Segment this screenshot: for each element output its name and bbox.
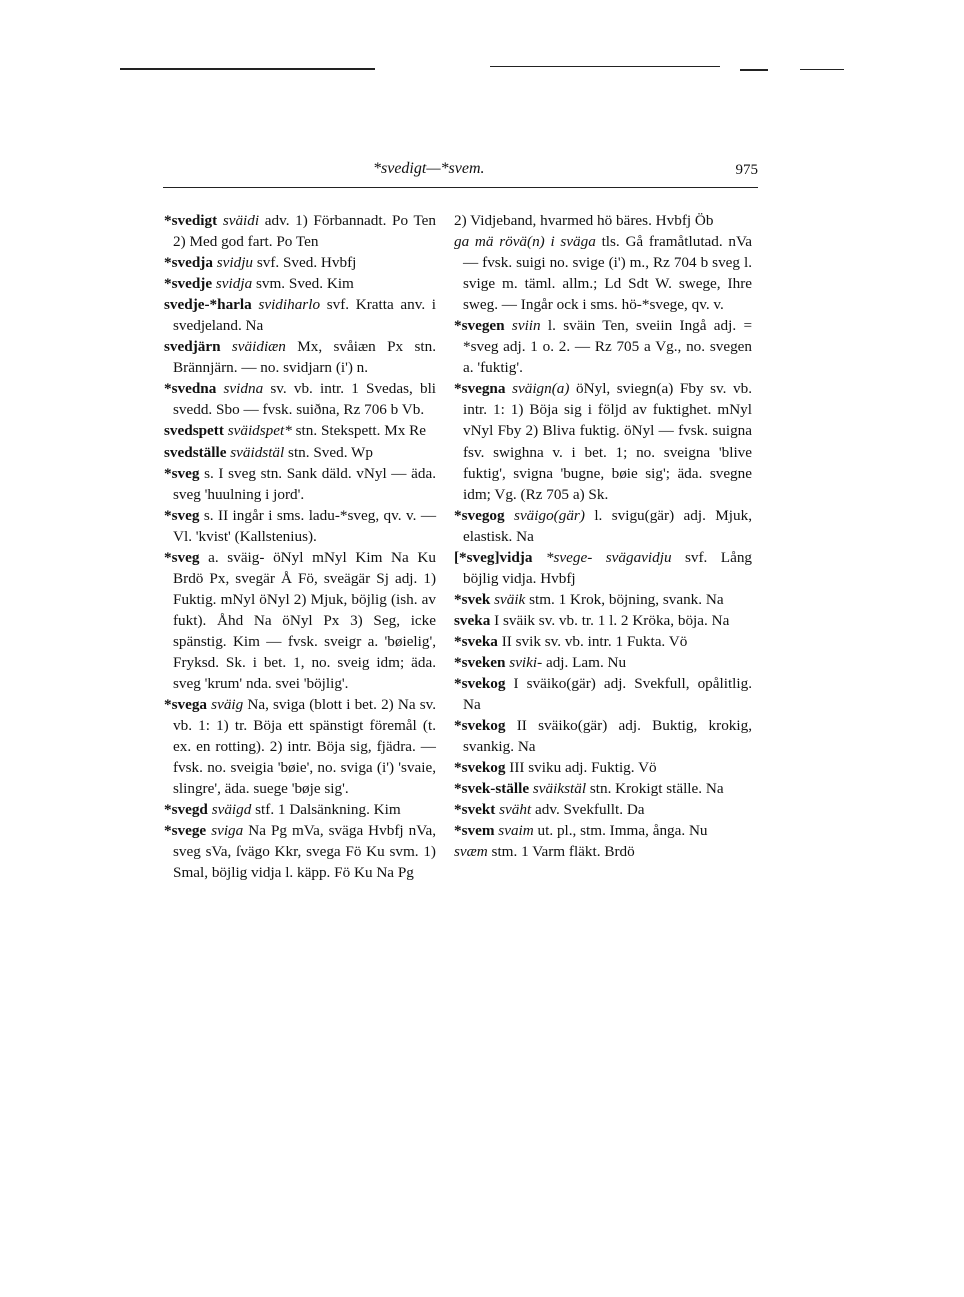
dictionary-entry <box>164 442 436 463</box>
entry-headword: *svekog <box>454 717 506 735</box>
entry-dialect-form: sväidiæn <box>231 338 286 356</box>
entry-headword: *sveka <box>454 632 498 650</box>
entry-text: svm. Sved. Kim <box>255 275 354 293</box>
entry-dialect-form: sväidstäl <box>230 443 285 461</box>
entry-headword: *svekog <box>454 759 506 777</box>
entry-text: tls. Gå framåtlutad. nVa — fvsk. suigi no. svige (i') m., Rz 704 b sveg l. svige m. täml. allm.; Ld Sdt W. swege, Ihre sweg. — Ingår ock i sms. hö-*svege, qv. v. <box>463 233 753 314</box>
dictionary-entry <box>164 273 436 294</box>
entry-dialect-form: sväigo(gär) <box>514 506 585 524</box>
entry-headword: *svedna <box>164 380 217 398</box>
entry-headword: *svedja <box>164 254 213 272</box>
dictionary-entry <box>454 610 752 631</box>
dictionary-entry <box>454 505 752 547</box>
scan-mark-line <box>800 69 844 70</box>
entry-headword: svedjärn <box>164 338 221 356</box>
dictionary-entry <box>164 463 436 505</box>
entry-headword: *sveg <box>164 548 200 566</box>
dictionary-entry <box>164 820 436 883</box>
entry-dialect-form: sväidspet* <box>227 422 292 440</box>
dictionary-entry <box>454 589 752 610</box>
entry-dialect-form: svidju <box>216 254 254 272</box>
entry-headword: *svegna <box>454 380 506 398</box>
entry-headword: svedspett <box>164 422 224 440</box>
entry-text: adj. Lam. Nu <box>545 653 627 671</box>
entry-text: stn. Sved. Wp <box>288 443 373 461</box>
entry-headword: *svek-ställe <box>454 780 530 798</box>
entry-text: Na, sviga (blott i bet. 2) Na sv. vb. 1: 1) tr. Böja ett spänstigt föremål (t. ex. en rotting). 2) intr. Böja sig, fjädra. — fvsk. no. sveigia 'bøie', no. sviga (i') 'svaie, slingre', äda. suege 'bøje sig'. <box>173 696 437 798</box>
right-column <box>454 210 752 862</box>
entry-text: adv. 1) Förbannadt. Po Ten 2) Med god fart. Po Ten <box>173 212 437 251</box>
dictionary-entry <box>454 652 752 673</box>
dictionary-entry <box>454 231 752 315</box>
entry-text: svf. Sved. Hvbfj <box>256 254 357 272</box>
dictionary-entry <box>164 694 436 799</box>
entry-text: s. II ingår i sms. ladu-*sveg, qv. v. — Vl. 'kvist' (Kallstenius). <box>173 506 437 545</box>
dictionary-entry <box>454 820 752 841</box>
entry-text: adv. Svekfullt. Da <box>535 801 645 819</box>
dictionary-entry <box>164 420 436 441</box>
entry-dialect-form: sväidi <box>222 212 260 229</box>
entry-headword: *sveg <box>164 506 200 524</box>
page-number: 975 <box>735 162 758 178</box>
entry-text: a. sväig- öNyl mNyl Kim Na Ku Brdö Px, svegär Å Fö, sveägär Sj adj. 1) Fuktig. mNyl öNyl 2) Mjuk, böjlig (ish. av fukt). Åhd Na öNyl Px 3) Seg, icke spänstig. Kim — fvsk. sveigr a. 'bøielig', Fryksd. Sk. i bet. 1, no. sveig idm; äda. sveg 'krum' nda. svei 'böjlig'. <box>173 548 436 693</box>
dictionary-entry <box>454 841 752 862</box>
dictionary-entry <box>454 547 752 589</box>
dictionary-entry <box>164 336 436 378</box>
entry-headword: *svegen <box>454 317 505 335</box>
entry-headword: *svekog <box>454 675 506 693</box>
entry-text: s. I sveg stn. Sank däld. vNyl — äda. sveg 'huulning i jord'. <box>173 464 436 503</box>
entry-text: III sviku adj. Fuktig. Vö <box>509 759 657 777</box>
entry-dialect-form: sviga <box>211 822 244 840</box>
dictionary-entry <box>164 252 436 273</box>
entry-headword: *svega <box>164 696 208 714</box>
entry-headword: *svegog <box>454 506 505 524</box>
dictionary-entry <box>164 294 436 336</box>
entry-headword: *sveg <box>164 464 200 482</box>
entry-dialect-form: *svege- svägavidju <box>545 548 672 566</box>
entry-dialect-form: svidna <box>223 380 264 398</box>
entry-text: l. sväin Ten, sveiin Ingå adj. = *sveg adj. 1 o. 2. — Rz 705 a Vg., no. svegen a. 'fuktig'. <box>463 317 753 377</box>
page-header <box>163 158 758 182</box>
dictionary-entry <box>164 547 436 694</box>
entry-text: 2) Vidjeband, hvarmed hö bäres. Hvbfj Öb <box>454 212 714 229</box>
dictionary-entry <box>454 673 752 715</box>
entry-dialect-form: svidja <box>215 275 253 293</box>
dictionary-entry <box>164 799 436 820</box>
left-column <box>164 210 436 884</box>
dictionary-entry <box>454 799 752 820</box>
entry-text: svf. Lång böjlig vidja. Hvbfj <box>463 548 753 587</box>
entry-text: Na Pg mVa, sväga Hvbfj nVa, sveg sVa, ſvägo Kkr, svega Fö Ku svm. 1) Smal, böjlig vidja l. käpp. Fö Ku Na Pg <box>173 822 437 882</box>
entry-dialect-form: sväign(a) <box>512 380 570 398</box>
entry-headword: *svedigt <box>164 212 218 229</box>
running-head: *svedigt—*svem. <box>373 160 485 177</box>
entry-headword: *svege <box>164 822 207 840</box>
entry-text: svf. Kratta anv. i svedjeland. Na <box>173 296 437 335</box>
entry-headword: svedställe <box>164 443 227 461</box>
entry-headword: *svekt <box>454 801 496 819</box>
header-rule <box>163 187 758 188</box>
entry-headword: svedje-*harla <box>164 296 252 314</box>
entry-dialect-form: sväht <box>499 801 532 819</box>
entry-text: öNyl, sviegn(a) Fby sv. vb. intr. 1: 1) Böja sig i följd av fuktighet. mNyl vNyl Fby 2) Bliva fuktig. öNyl — fvsk. suigna fsv. swighna v. i bet. 1; no. sveigna 'blive fuktig', svigna 'bugne, bøie sig'; äda. svegne idm; Vg. (Rz 705 a) Sk. <box>463 380 753 503</box>
scan-mark-line <box>120 68 375 70</box>
entry-dialect-form: sviki- <box>509 653 543 671</box>
dictionary-entry <box>164 378 436 420</box>
entry-text: stf. 1 Dalsänkning. Kim <box>255 801 401 819</box>
dictionary-entry <box>454 778 752 799</box>
dictionary-entry <box>454 715 752 757</box>
entry-dialect-form: svæm <box>454 843 488 861</box>
entry-dialect-form: sväik <box>494 590 526 608</box>
dictionary-entry <box>164 505 436 547</box>
entry-headword: *svek <box>454 590 491 608</box>
entry-headword: *svegd <box>164 801 208 819</box>
entry-text: ut. pl., stm. Imma, ånga. Nu <box>537 822 708 840</box>
entry-dialect-form: svidiharlo <box>258 296 321 314</box>
entry-text: l. svigu(gär) adj. Mjuk, elastisk. Na <box>463 506 753 545</box>
entry-headword: *svedje <box>164 275 213 293</box>
scan-mark-line <box>740 69 768 71</box>
entry-text: stn. Stekspett. Mx Re <box>295 422 426 440</box>
entry-text: sv. vb. intr. 1 Svedas, bli svedd. Sbo — fvsk. suiðna, Rz 706 b Vb. <box>173 380 437 419</box>
dictionary-entry <box>454 210 752 231</box>
entry-text: I sväik sv. vb. tr. 1 l. 2 Kröka, böja. Na <box>494 611 730 629</box>
entry-dialect-form: ga mä rövä(n) i sväga <box>454 233 596 251</box>
entry-headword: *svem <box>454 822 495 840</box>
entry-text: Mx, svåiæn Px stn. Brännjärn. — no. svidjarn (i') n. <box>173 338 436 377</box>
dictionary-entry <box>454 315 752 378</box>
entry-text: II svik sv. vb. intr. 1 Fukta. Vö <box>501 632 688 650</box>
entry-dialect-form: sväikstäl <box>532 780 587 798</box>
scan-mark-line <box>490 66 720 67</box>
dictionary-entry <box>164 210 436 252</box>
entry-text: II sväiko(gär) adj. Buktig, krokig, svankig. Na <box>463 717 752 756</box>
dictionary-entry <box>454 378 752 504</box>
entry-text: stm. 1 Varm fläkt. Brdö <box>491 843 635 861</box>
entry-text: stm. 1 Krok, böjning, svank. Na <box>529 590 724 608</box>
entry-headword: sveka <box>454 611 491 629</box>
entry-dialect-form: sviin <box>511 317 541 335</box>
entry-headword: *sveken <box>454 653 506 671</box>
entry-text: stn. Krokigt ställe. Na <box>589 780 724 798</box>
entry-text: I sväiko(gär) adj. Svekfull, opålitlig. Na <box>463 675 753 714</box>
dictionary-entry <box>454 757 752 778</box>
entry-dialect-form: svaim <box>498 822 534 840</box>
entry-headword: [*sveg]vidja <box>454 548 533 566</box>
entry-dialect-form: sväigd <box>211 801 252 819</box>
dictionary-entry <box>454 631 752 652</box>
entry-dialect-form: sväig <box>211 696 244 714</box>
